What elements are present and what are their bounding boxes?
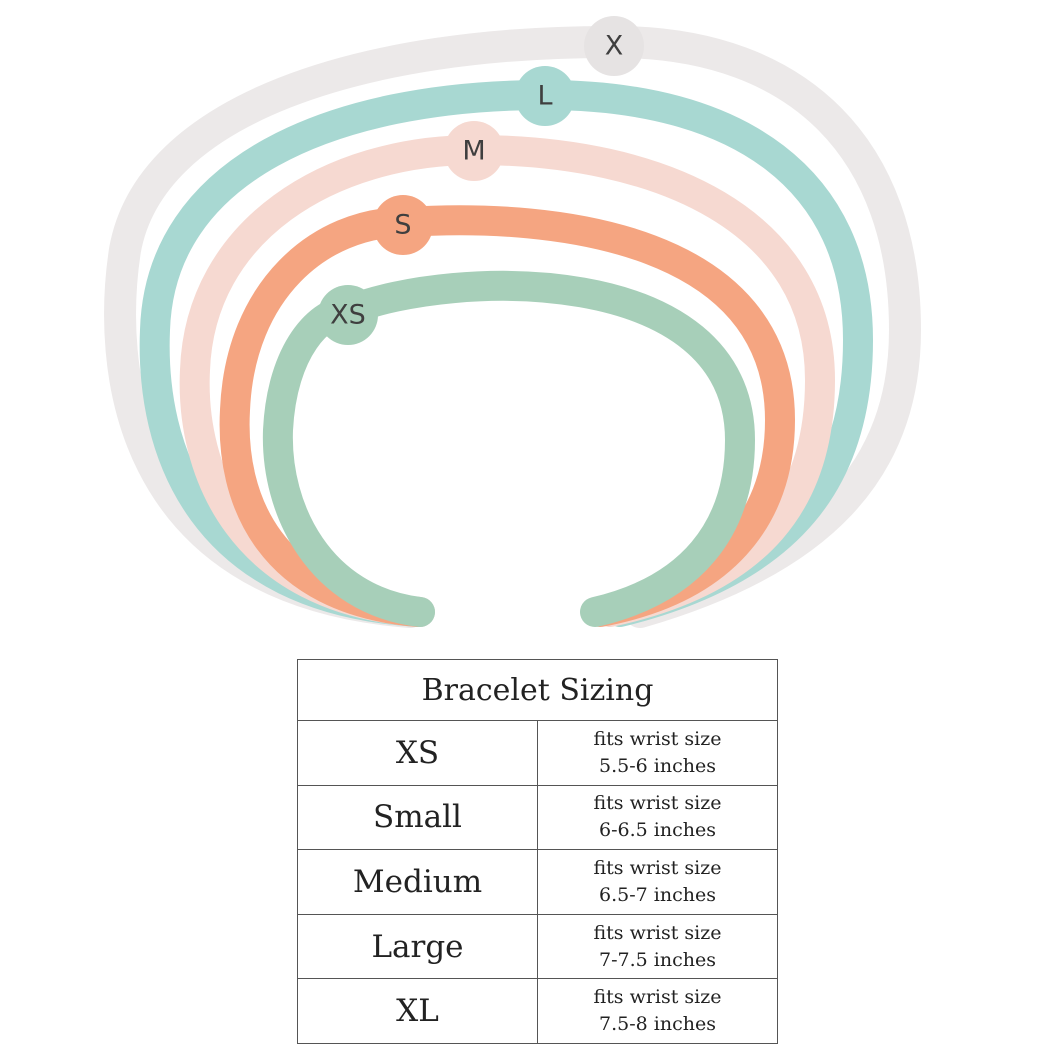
fit-range (538, 785, 778, 850)
badge-label-s: S (394, 209, 412, 241)
badge-x (584, 16, 644, 76)
fit-line-1: fits wrist size (593, 856, 722, 879)
table-row (298, 785, 778, 850)
fit-line-1: fits wrist size (593, 921, 722, 944)
fit-line-2: 6.5-7 inches (599, 883, 716, 906)
bracelet-sizing-table (297, 659, 778, 1044)
table-row (298, 850, 778, 915)
fit-line-1: fits wrist size (593, 727, 722, 750)
fit-line-2: 5.5-6 inches (599, 754, 716, 777)
fit-range (538, 850, 778, 915)
fit-range (538, 914, 778, 979)
size-name: Small (298, 785, 538, 850)
table-row (298, 721, 778, 786)
badge-label-m: M (462, 135, 486, 167)
badge-l (515, 66, 575, 126)
fit-line-2: 7.5-8 inches (599, 1013, 716, 1036)
fit-line-1: fits wrist size (593, 986, 722, 1009)
badge-m (444, 121, 504, 181)
fit-line-1: fits wrist size (593, 792, 722, 815)
fit-line-2: 6-6.5 inches (599, 819, 716, 842)
fit-range (538, 979, 778, 1044)
table-row (298, 979, 778, 1044)
size-name: XS (298, 721, 538, 786)
fit-range (538, 721, 778, 786)
size-name: XL (298, 979, 538, 1044)
badge-xs (318, 285, 378, 345)
table-row (298, 914, 778, 979)
badge-label-x: X (604, 30, 624, 62)
table-title: Bracelet Sizing (298, 660, 778, 721)
fit-line-2: 7-7.5 inches (599, 948, 716, 971)
size-name: Medium (298, 850, 538, 915)
badge-s (373, 195, 433, 255)
table-header-row (298, 660, 778, 721)
badge-label-l: L (537, 80, 553, 112)
size-name: Large (298, 914, 538, 979)
badge-label-xs: XS (330, 299, 366, 331)
